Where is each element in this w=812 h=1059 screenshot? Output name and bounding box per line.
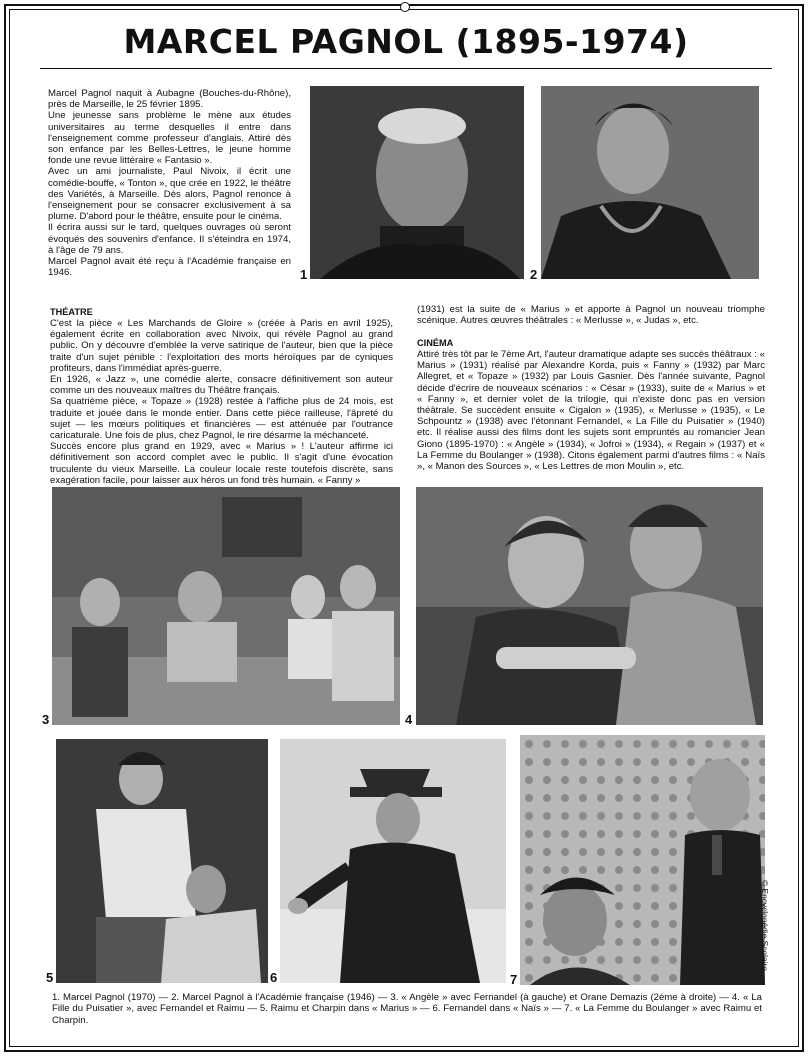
photo-number: 2 [530,267,538,282]
binder-ring [400,2,410,12]
photo-3-angele [52,487,400,725]
cinema-text: Attiré très tôt par le 7ème Art, l'auteur dramatique adapte ses succès théâtraux : « Marius » (1931) réalisé par Alexandre Korda, puis « Fanny » (1932) par Marc Allegret, et « Topaze » (1932) par Louis Gasnier. Dès l'année suivante, Pagnol décide d'écrire de nouveaux scénarios : « César » (1933), suite de « Marius » et « Fanny », et dernier volet de la trilogie, qui n'existe donc pas en version théâtrale. Se succèdent ensuite « Cigalon » (1935), « Merlusse » (1935), « Le Schpountz » (1938) avec l'étonnant Fernandel, « La Fille du Puisatier » (1940) etc. Il réalise aussi des films dont les sujets sont empruntés au romancier Jean Giono (1895-1970) : « Angèle » (1934), « Jofroi » (1934), « Regain » (1937) et « La Femme du Boulanger » (1938). Citons également parmi d'autres films : « Naïs », « Manon des Sources », « Les Lettres de mon Moulin », etc. [417,349,765,473]
theatre-continuation: (1931) est la suite de « Marius » et apporte à Pagnol un nouveau triomphe scénique. Autres œuvres théâtrales : « Merlusse », « Judas », etc. [417,304,765,327]
photo-4-fille-du-puisatier [416,487,763,725]
theatre-heading: THÉATRE [50,307,93,317]
photo-number: 3 [42,712,50,727]
copyright-credit: © Encyclopédie Scolaire [760,880,770,971]
photo-7-femme-du-boulanger [520,735,765,985]
photo-5-marius [56,739,268,983]
cinema-heading: CINÉMA [417,338,454,348]
photo-number: 5 [46,970,54,985]
intro-text: Marcel Pagnol naquit à Aubagne (Bouches-du-Rhône), près de Marseille, le 25 février 1895. Une jeunesse sans problème le mène aux études universitaires au terme desquelles il entre dans l'enseignement comme professeur d'anglais. Attiré dès son enfance par les Belles-Lettres, le jeune homme fonde une revue littéraire « Fantasio ». Avec un ami journaliste, Paul Nivoix, il écrit une comédie-bouffe, « Tonton », que crée en 1922, le théâtre des Variétés, à Marseille. Dès alors, Pagnol renonce à l'enseignement pour se consacrer exclusivement à sa plume. D'abord pour le théâtre, ensuite pour le cinéma. Il écrira aussi sur le tard, quelques ouvrages où seront évoqués des souvenirs d'enfance. Il s'éteindra en 1974, à l'âge de 79 ans. Marcel Pagnol avait été reçu à l'Académie française en 1946. [48,88,291,279]
photo-number: 1 [300,267,308,282]
photo-6-nais [280,739,506,983]
theatre-text: C'est la pièce « Les Marchands de Gloire » (créée à Paris en avril 1925), également écrite en collaboration avec Nivoix, qui révèle Pagnol au grand public. On y découvre d'emblée la verve satirique de l'auteur, bien que la pièce traite d'un sujet pénible : l'exploitation des morts héroïques par de cyniques profiteurs, dans l'immédiat après-guerre. En 1926, « Jazz », une comédie alerte, consacre définitivement son auteur comme un des nouveaux maîtres du Théâtre français. Sa quatrième pièce, « Topaze » (1928) restée à l'affiche plus de 24 mois, est traduite et jouée dans le monde entier. Dans cette pièce railleuse, l'âpreté du sujet — les mœurs politiques et financières — est atténuée par l'outrance caricaturale. Une fois de plus, chez Pagnol, le rire désarme la méchanceté. Succès encore plus grand en 1929, avec « Marius » ! L'auteur affirme ici définitivement son accord complet avec le public. Il s'agit d'une évocation truculente du vieux Marseille. La couleur locale reste toutefois discrète, sans exagération facile, pour laisser aux héros un fond très humain. « Fanny » [50,318,393,486]
page-title: MARCEL PAGNOL (1895-1974) [123,22,689,61]
photo-2-academie [541,86,759,279]
photo-number: 6 [270,970,278,985]
photo-number: 4 [405,712,413,727]
photo-number: 7 [510,972,518,987]
photo-captions: 1. Marcel Pagnol (1970) — 2. Marcel Pagnol à l'Académie française (1946) — 3. « Angèle » avec Fernandel (à gauche) et Orane Demazis (2ème à droite) — 4. « La Fille du Puisatier », avec Fernandel et Raimu — 5. Raimu et Charpin dans « Marius » — 6. Fernandel dans « Naïs » — 7. « La Femme du Boulanger » avec Raimu et Charpin. [52,992,762,1026]
title-underline [40,68,772,69]
photo-1-portrait [310,86,524,279]
